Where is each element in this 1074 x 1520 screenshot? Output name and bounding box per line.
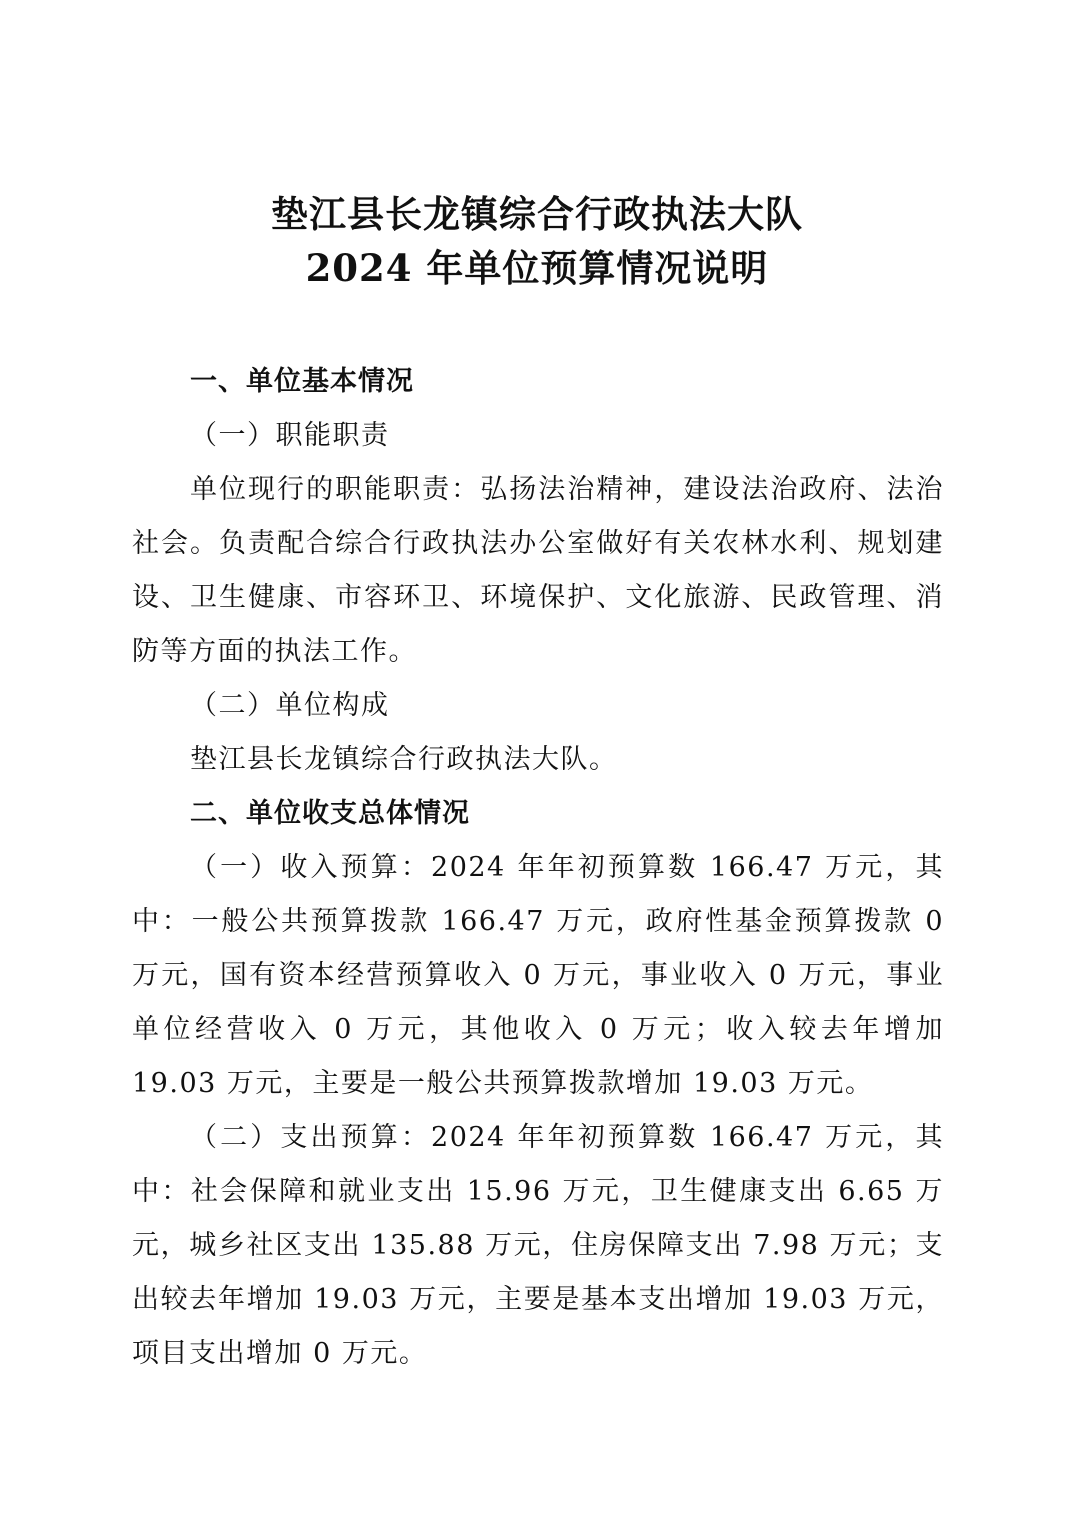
document-title-line-2: 2024 年单位预算情况说明 (305, 246, 769, 290)
section-heading-budget-overview: 二、单位收支总体情况 (190, 798, 470, 829)
subheading-composition: （二）单位构成 (190, 690, 390, 721)
paragraph-income-budget: （一）收入预算：2024 年年初预算数 166.47 万元，其中：一般公共预算拨款 166.47 万元，政府性基金预算拨款 0 万元，国有资本经营预算收入 0 万元，事业收入 0 万元，事业单位经营收入 0 万元，其他收入 0 万元；收入较去年增加 19.03 万元，主要是一般公共预算拨款增加 19.03 万元。 (132, 852, 944, 1099)
document-body (132, 355, 944, 1381)
section-heading-basic-info: 一、单位基本情况 (190, 366, 414, 397)
subheading-duties: （一）职能职责 (190, 420, 390, 451)
document-title-line-1: 垫江县长龙镇综合行政执法大队 (271, 192, 803, 236)
paragraph-expenditure-budget: （二）支出预算：2024 年年初预算数 166.47 万元，其中：社会保障和就业支出 15.96 万元，卫生健康支出 6.65 万元，城乡社区支出 135.88 万元，住房保障支出 7.98 万元；支出较去年增加 19.03 万元，主要是基本支出增加 19.03 万元，项目支出增加 0 万元。 (132, 1122, 944, 1369)
paragraph-duties: 单位现行的职能职责：弘扬法治精神，建设法治政府、法治社会。负责配合综合行政执法办公室做好有关农林水利、规划建设、卫生健康、市容环卫、环境保护、文化旅游、民政管理、消防等方面的执法工作。 (132, 474, 944, 667)
paragraph-composition: 垫江县长龙镇综合行政执法大队。 (190, 744, 618, 775)
